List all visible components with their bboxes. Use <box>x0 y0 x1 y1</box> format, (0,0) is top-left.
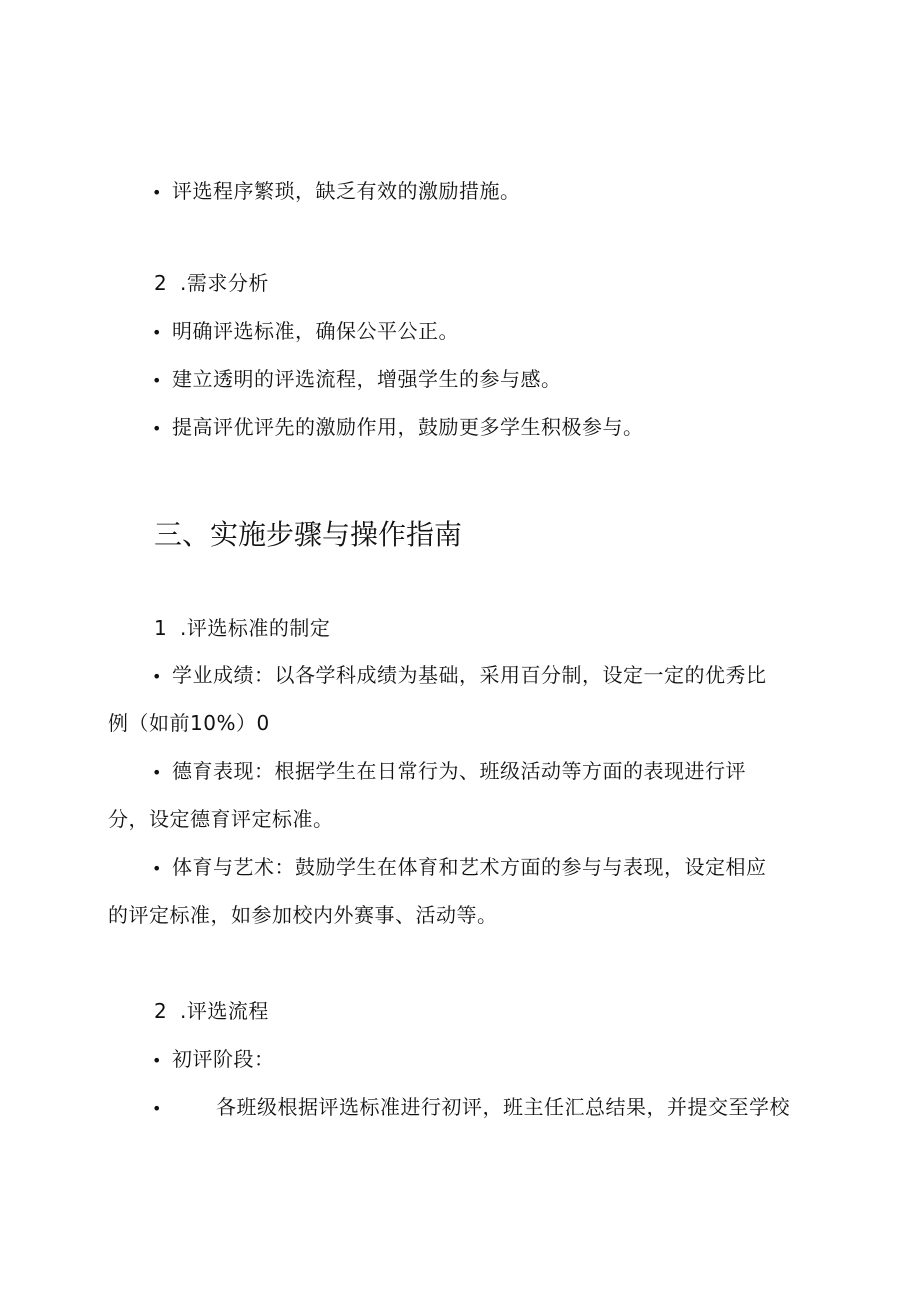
subsection-heading <box>154 613 330 643</box>
subsection-title: .需求分析 <box>180 271 269 295</box>
list-item-text: 德育表现：根据学生在日常行为、班级活动等方面的表现进行评 <box>172 759 746 783</box>
list-item-text: 提高评优评先的激励作用，鼓励更多学生积极参与。 <box>172 415 644 439</box>
list-item-text: 学业成绩：以各学科成绩为基础，采用百分制，设定一定的优秀比 <box>172 663 767 687</box>
list-item <box>152 1092 790 1124</box>
list-item-continuation <box>108 708 270 738</box>
list-item-text: 评选程序繁琐，缺乏有效的激励措施。 <box>172 179 521 203</box>
chapter-heading: 三、实施步骤与操作指南 <box>154 518 463 551</box>
list-item-text: 例（如前10%）0 <box>108 711 270 735</box>
list-item-text: 各班级根据评选标准进行初评，班主任汇总结果，并提交至学校 <box>216 1095 790 1119</box>
bullet-icon: • <box>152 419 162 438</box>
subsection-title: .评选标准的制定 <box>180 616 331 640</box>
list-item-continuation <box>108 900 498 930</box>
list-item <box>152 412 644 444</box>
subsection-number: 2 <box>154 999 168 1023</box>
list-item <box>152 1044 275 1076</box>
list-item-text: 的评定标准，如参加校内外赛事、活动等。 <box>108 903 498 927</box>
bullet-icon: • <box>152 371 162 390</box>
list-item-text: 明确评选标准，确保公平公正。 <box>172 319 459 343</box>
bullet-icon: • <box>152 323 162 342</box>
subsection-title: .评选流程 <box>180 999 269 1023</box>
bullet-icon: • <box>152 183 162 202</box>
subsection-heading <box>154 996 269 1026</box>
subsection-number: 2 <box>154 271 168 295</box>
list-item <box>152 852 767 884</box>
list-item-text: 分，设定德育评定标准。 <box>108 807 334 831</box>
list-item <box>152 364 562 396</box>
list-item-continuation <box>108 804 334 834</box>
list-item <box>152 660 767 692</box>
subsection-heading <box>154 268 269 298</box>
list-item <box>152 316 459 348</box>
bullet-icon: • <box>152 859 162 878</box>
list-item <box>152 176 521 208</box>
bullet-icon: • <box>152 1051 162 1070</box>
subsection-number: 1 <box>154 616 168 640</box>
bullet-icon: • <box>152 1099 162 1118</box>
list-item-text: 初评阶段： <box>172 1047 275 1071</box>
list-item-text: 体育与艺术：鼓励学生在体育和艺术方面的参与与表现，设定相应 <box>172 855 767 879</box>
bullet-icon: • <box>152 667 162 686</box>
bullet-icon: • <box>152 763 162 782</box>
list-item <box>152 756 746 788</box>
list-item-text: 建立透明的评选流程，增强学生的参与感。 <box>172 367 562 391</box>
